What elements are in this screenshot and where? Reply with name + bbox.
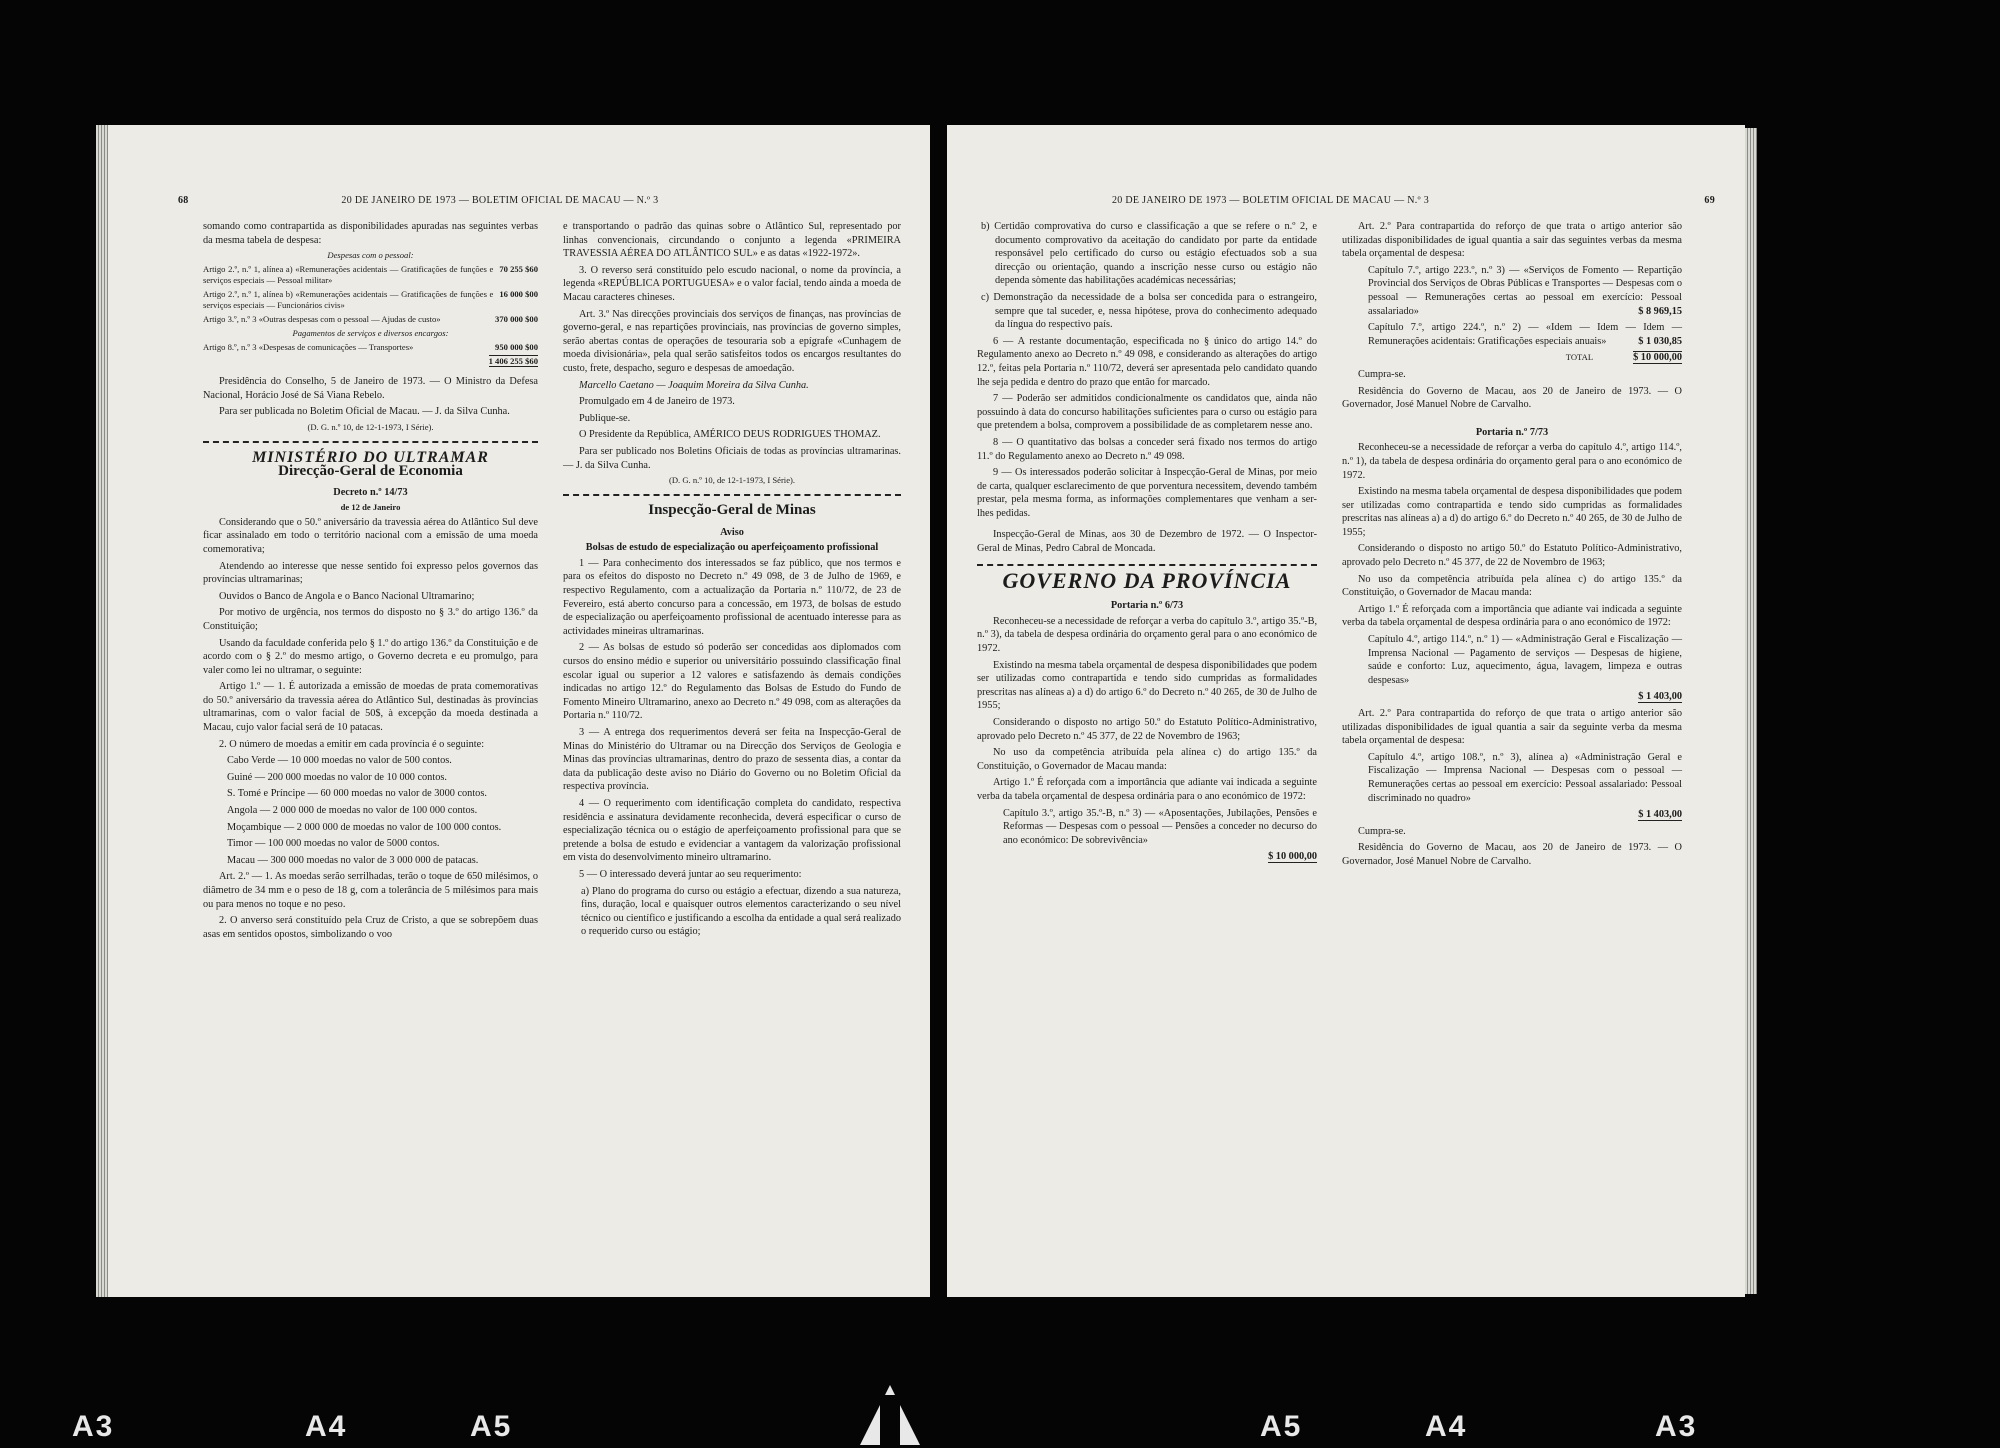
decree-date: de 12 de Janeiro bbox=[340, 501, 401, 512]
list-item: Cabo Verde — 10 000 moedas no valor de 500 contos. bbox=[227, 755, 452, 767]
film-mark-a3: A3 bbox=[72, 1410, 115, 1443]
decree-p1: Considerando que o 50.º aniversário da travessia aérea do Atlântico Sul deve ficar assinalado em todo o território nacional com a emissão de uma moeda comemorativa; bbox=[203, 516, 538, 555]
right-running-title: 20 DE JANEIRO DE 1973 — BOLETIM OFICIAL DE MACAU — N.º 3 bbox=[1112, 195, 1430, 206]
presidente-text: O Presidente da República, AMÉRICO DEUS RODRIGUES THOMAZ. bbox=[579, 429, 881, 441]
left-column-2 bbox=[563, 220, 901, 942]
portaria-6-item: Capítulo 3.º, artigo 35.º-B, n.º 3) — «Aposentações, Jubilações, Pensões e Reformas — Despesas com o pessoal — Pensões a conceder no decurso do ano económico: De sobrevivência» bbox=[1003, 807, 1317, 846]
film-strip-bar bbox=[0, 1395, 2000, 1448]
inspection-signature: Inspecção-Geral de Minas, aos 30 de Dezembro de 1972. — O Inspector-Geral de Minas, Pedro Cabral de Moncada. bbox=[977, 529, 1317, 555]
signers: Marcello Caetano — Joaquim Moreira da Silva Cunha. bbox=[579, 379, 809, 391]
expense-item-3: 370 000 $00 Artigo 3.º, n.º 3 «Outras despesas com o pessoal — Ajudas de custo» bbox=[203, 314, 538, 325]
coin-list bbox=[203, 754, 538, 867]
bolsas-title: Bolsas de estudo de especialização ou aperfeiçoamento profissional bbox=[585, 542, 879, 554]
left-running-title: 20 DE JANEIRO DE 1973 — BOLETIM OFICIAL DE MACAU — N.º 3 bbox=[341, 195, 659, 206]
ref-dg-2: (D. G. n.º 10, de 12-1-1973, I Série). bbox=[668, 475, 796, 486]
aviso-item-4: 4 — O requerimento com identificação completa do candidato, respectiva residência e assinatura devidamente reconhecida, deverá especificar o curso de especialização técnica ou o estágio de aperfeiçoamento profissional para que se pretende a bolsa de estudo e evidenciar a vantagem da valorização profissional em vista do desenvolvimento mineiro ultramarino. bbox=[563, 797, 901, 864]
decree-p2: Atendendo ao interesse que nesse sentido foi expresso pelos governos das províncias ultramarinas; bbox=[203, 560, 538, 586]
portaria-6-amount: $ 10 000,00 bbox=[1268, 851, 1317, 863]
cumpra-se-2: Cumpra-se. bbox=[1358, 825, 1406, 837]
right-page bbox=[947, 125, 1745, 1297]
left-column-1 bbox=[203, 220, 538, 944]
portaria-7-p4: No uso da competência atribuída pela alínea c) do artigo 135.º da Constituição, o Governador de Macau manda: bbox=[1342, 573, 1682, 599]
portaria-6-art2: Art. 2.º Para contrapartida do reforço de que trata o artigo anterior são utilizadas disponibilidades de igual quantia a sair das seguintes verbas da mesma tabela orçamental de despesa: bbox=[1342, 221, 1682, 260]
promulgado-text: Promulgado em 4 de Janeiro de 1973. bbox=[579, 396, 735, 408]
decree-p9: 2. O anverso será constituído pela Cruz de Cristo, a que se sobrepõem duas asas em sentidos opostos, simbolizando o voo bbox=[203, 915, 538, 940]
portaria-7-contra-amount: $ 1 403,00 bbox=[1638, 809, 1682, 821]
portaria-7-item: Capítulo 4.º, artigo 114.º, n.º 1) — «Administração Geral e Fiscalização — Imprensa Nacional — Pagamento de serviços — Despesas de higiene, saúde e conforto: Luz, aquecimento, água, lavagem, limpeza e outras despesas» bbox=[1368, 634, 1682, 686]
portaria-7-art2: Art. 2.º Para contrapartida do reforço de que trata o artigo anterior são utilizadas disponibilidades de igual quantia a sair da seguinte verba da mesma tabela orçamental de despesa: bbox=[1342, 708, 1682, 747]
expense-item-e2: Capítulo 7.º, artigo 224.º, n.º 2) — «Idem — Idem — Idem — Remunerações acidentais: Gratificações especiais anuais» $ 1 030,85 bbox=[1368, 322, 1682, 347]
portaria-7-amount: $ 1 403,00 bbox=[1638, 691, 1682, 703]
list-item: Angola — 2 000 000 de moedas no valor de 100 000 contos. bbox=[227, 805, 478, 817]
aviso-item-5: 5 — O interessado deverá juntar ao seu requerimento: bbox=[579, 868, 802, 880]
aviso-item-9: 9 — Os interessados poderão solicitar à Inspecção-Geral de Minas, por meio de carta, qualquer esclarecimento de que porventura necessitem, devendo também prestar, pela mesma forma, as informações complementares que venham a ser-lhes pedidas. bbox=[977, 467, 1317, 519]
left-page-number: 68 bbox=[178, 195, 189, 206]
decree-p6: Artigo 1.º — 1. É autorizada a emissão de moedas de prata comemorativas do 50.º aniversário da travessia aérea do Atlântico Sul, destinadas às províncias ultramarinas, com o valor facial de 50$, à excepção da moeda destinada a Macau, cujo valor facial será de 10 patacas. bbox=[203, 681, 538, 734]
inspection-title: Inspecção-Geral de Minas bbox=[648, 502, 816, 519]
left-page bbox=[108, 125, 930, 1297]
aviso-item-5b: b) Certidão comprovativa do curso e classificação a que se refere o n.º 2, e documento comprovativo da aceitação do candidato por parte da entidade responsável pelo certificado do curso ou estágio efectuados sob a sua direcção ou orientação, quando a inscrição nesse curso ou estágio não dependa sòmente das habilitações académicas necessárias; bbox=[981, 221, 1317, 287]
intro-text: somando como contrapartida as disponibilidades apuradas nas seguintes verbas da mesma tabela de despesa: bbox=[203, 221, 538, 246]
publicado-text: Para ser publicado nos Boletins Oficiais de todas as províncias ultramarinas. — J. da Silva Cunha. bbox=[563, 445, 901, 471]
decree-p7: 2. O número de moedas a emitir em cada província é o seguinte: bbox=[219, 738, 485, 750]
decree-p4: Por motivo de urgência, nos termos do disposto no § 3.º do artigo 136.º da Constituição; bbox=[203, 607, 538, 632]
right-column-1 bbox=[977, 220, 1317, 867]
aviso-item-2: 2 — As bolsas de estudo só poderão ser concedidas aos diplomados com cursos do ensino médio e superior ou universitário possuindo classificação final escolar igual ou superior a 12 valores e satisfazendo às demais condições indicadas no artigo 12.º do Regulamento das Bolsas de Estudo do Fundo de Fomento Mineiro Ultramarino, anexo ao Decreto n.º 49 098, com as alterações da Portaria n.º 110/72. bbox=[563, 642, 901, 722]
film-mark-a4: A4 bbox=[305, 1410, 348, 1443]
left-running-head bbox=[178, 195, 900, 206]
publique-text: Publique-se. bbox=[579, 412, 631, 424]
decree-p3: Ouvidos o Banco de Angola e o Banco Nacional Ultramarino; bbox=[219, 590, 475, 602]
aviso-item-1: 1 — Para conhecimento dos interessados se faz público, que nos termos e para os efeitos do disposto no Decreto n.º 49 098, de 3 de Julho de 1969, e respectivo Regulamento, com a actualização da Portaria n.º 110/72, de 23 de Fevereiro, está aberto concurso para a concessão, em 1973, de bolsas de estudo de especialização ou aperfeiçoamento profissional de acentuado interesse para as actividades mineiras ultramarinas. bbox=[563, 557, 901, 637]
portaria-7-p1: Reconheceu-se a necessidade de reforçar a verba do capítulo 4.º, artigo 114.º, n.º 1), da tabela de despesa ordinária do orçamento geral para o ano económico de 1972. bbox=[1342, 442, 1682, 481]
decree-p10: e transportando o padrão das quinas sobre o Atlântico Sul, representado por linhas convencionais, circundando o conjunto a legenda «PRIMEIRA TRAVESSIA AÉREA DO ATLÂNTICO SUL» e as datas «1922-1972». bbox=[563, 221, 901, 260]
aviso-item-5c: c) Demonstração da necessidade de a bolsa ser concedida para o estrangeiro, sempre que tal suceder, e, nessa hipótese, prova do conhecimento adequado da língua do respectivo país. bbox=[981, 291, 1317, 331]
portaria-7-title: Portaria n.º 7/73 bbox=[1475, 426, 1549, 438]
film-mark-a5: A5 bbox=[1260, 1410, 1303, 1443]
portaria-7-p3: Considerando o disposto no artigo 50.º do Estatuto Político-Administrativo, aprovado pelo Decreto n.º 45 377, de 22 de Novembro de 1963; bbox=[1342, 543, 1682, 569]
ref-dg-1: (D. G. n.º 10, de 12-1-1973, I Série). bbox=[307, 421, 434, 432]
film-mark-a5: A5 bbox=[470, 1410, 513, 1443]
film-notch-gap bbox=[880, 1395, 900, 1448]
portaria-6-p5: Artigo 1.º É reforçada com a importância que adiante vai indicada a seguinte verba da tabela orçamental de despesa ordinária para o ano económico de 1972: bbox=[977, 777, 1317, 802]
ministry-title: MINISTÉRIO DO ULTRAMAR bbox=[252, 448, 489, 466]
group2-title: Pagamentos de serviços e diversos encargos: bbox=[292, 328, 449, 339]
portaria-6-total: TOTAL $ 10 000,00 bbox=[1565, 352, 1682, 364]
expense-item-4: 950 000 $00 Artigo 8.º, n.º 3 «Despesas de comunicações — Transportes» bbox=[203, 342, 538, 353]
decree-p5: Usando da faculdade conferida pelo § 1.º do artigo 136.º da Constituição e de acordo com o § 2.º do mesmo artigo, o Governo decreta e eu promulgo, para valer como lei no ultramar, o seguinte: bbox=[203, 637, 538, 676]
aviso-item-8: 8 — O quantitativo das bolsas a conceder será fixado nos termos do artigo 11.º do Regulamento anexo ao Decreto n.º 49 098. bbox=[977, 436, 1317, 462]
expense-item-1: 70 255 $60 Artigo 2.º, n.º 1, alínea a) «Remunerações acidentais — Gratificações de funções e serviços especiais — Pessoal militar» bbox=[203, 264, 538, 286]
aviso-item-5a: a) Plano do programa do curso ou estágio a efectuar, dizendo a sua natureza, fins, duração, local e quaisquer outros elementos caracterizando o seu nível técnico ou científico e justificando a escolha da entidade a qual será realizado o requerido curso ou estágio; bbox=[581, 885, 901, 938]
cumpra-se-1: Cumpra-se. bbox=[1358, 368, 1406, 380]
list-item: Macau — 300 000 moedas no valor de 3 000 000 de patacas. bbox=[227, 854, 479, 866]
right-page-stack-edge bbox=[1745, 128, 1757, 1294]
list-item: S. Tomé e Príncipe — 60 000 moedas no valor de 3000 contos. bbox=[227, 788, 487, 800]
aviso-item-7: 7 — Poderão ser admitidos condicionalmente os candidatos que, ainda não possuindo à data do concurso habilitações suficientes para o curso ou estágio para que pretendem a bolsa, comprovem a possibilidade de as completarem nesse ano. bbox=[977, 393, 1317, 432]
portaria-7-contra-item: Capítulo 4.º, artigo 108.º, n.º 3), alínea a) «Administração Geral e Fiscalização — Imprensa Nacional — Despesas com o pessoal — Remunerações certas ao pessoal em exercício: Pessoal assalariado: Pessoal discriminado no quadro» bbox=[1368, 751, 1682, 804]
residencia-2: Residência do Governo de Macau, aos 20 de Janeiro de 1973. — O Governador, José Manuel Nobre de Carvalho. bbox=[1342, 842, 1682, 867]
list-item: Guiné — 200 000 moedas no valor de 10 000 contos. bbox=[227, 771, 447, 783]
decree-p11: 3. O reverso será constituído pelo escudo nacional, o nome da província, a legenda «REPÚBLICA PORTUGUESA» e o valor facial, tendo ainda a moeda de Macau caracteres chineses. bbox=[563, 264, 901, 303]
section-divider bbox=[977, 564, 1317, 566]
portaria-6-p3: Considerando o disposto no artigo 50.º do Estatuto Político-Administrativo, aprovado pelo Decreto n.º 45 377, de 22 de Novembro de 1963; bbox=[977, 717, 1317, 742]
portaria-6-p4: No uso da competência atribuída pela alínea c) do artigo 135.º da Constituição, o Governador de Macau manda: bbox=[977, 747, 1317, 772]
portaria-6-p2: Existindo na mesma tabela orçamental de despesa disponibilidades que podem ser utilizadas como contrapartida e tendo sido cumpridas as formalidades prescritas nas alíneas a) a d) do artigo 6.º do Decreto n.º 40 265, de 30 de Julho de 1955; bbox=[977, 659, 1317, 712]
direction-title: Direcção-Geral de Economia bbox=[278, 462, 463, 479]
section-divider bbox=[563, 494, 901, 496]
portaria-6-title: Portaria n.º 6/73 bbox=[1110, 600, 1184, 612]
expense-item-e1: Capítulo 7.º, artigo 223.º, n.º 3) — «Serviços de Fomento — Repartição Provincial dos Serviços de Obras Públicas e Transportes — Despesas com o pessoal — Remunerações certas ao pessoal em exercício: Pessoal assalariado» $ 8 969,15 bbox=[1368, 264, 1682, 317]
portaria-6-p1: Reconheceu-se a necessidade de reforçar a verba do capítulo 3.º, artigo 35.º-B, n.º 3), da tabela de despesa ordinária do orçamento geral para o ano económico de 1972. bbox=[977, 615, 1318, 655]
expense-item-2: 16 000 $00 Artigo 2.º, n.º 1, alínea b) «Remunerações acidentais — Gratificações de funções e serviços especiais — Funcionários civis» bbox=[203, 289, 538, 311]
right-running-head bbox=[1112, 195, 1715, 206]
portaria-7-p2: Existindo na mesma tabela orçamental de despesa disponibilidades que podem ser utilizadas como contrapartida e tendo sido cumpridas as formalidades prescritas nas alíneas a) a d) do artigo 6.º do Decreto n.º 40 265, de 30 de Julho de 1955; bbox=[1342, 486, 1682, 538]
residencia-1: Residência do Governo de Macau, aos 20 de Janeiro de 1973. — O Governador, José Manuel Nobre de Carvalho. bbox=[1342, 385, 1682, 411]
aviso-title: Aviso bbox=[720, 526, 744, 538]
section-divider bbox=[203, 441, 538, 443]
publicada-text: Para ser publicada no Boletim Oficial de Macau. — J. da Silva Cunha. bbox=[219, 406, 510, 418]
decree-p8: Art. 2.º — 1. As moedas serão serrilhadas, terão o toque de 650 milésimos, o diâmetro de 34 mm e o peso de 18 g, com a tolerância de 5 milésimos para mais ou para menos no toque e no peso. bbox=[203, 871, 538, 910]
list-item: Moçambique — 2 000 000 de moedas no valor de 100 000 contos. bbox=[227, 821, 502, 833]
decree-p12: Art. 3.º Nas direcções provinciais dos serviços de finanças, nas províncias de governo-geral, e nas repartições provinciais, nas províncias de governo simples, serão abertas contas de operações de tesouraria sob a epígrafe «Cunhagem de moeda divisionária», pela qual serão satisfeitos todos os encargos resultantes do custo, frete, despacho, seguro e despesas de amoedação. bbox=[563, 308, 901, 374]
portaria-7-p5: Artigo 1.º É reforçada com a importância que adiante vai indicada a seguinte verba da tabela orçamental de despesa ordinária para o ano económico de 1972: bbox=[1342, 603, 1682, 629]
film-mark-a3: A3 bbox=[1655, 1410, 1698, 1443]
aviso-item-6: 6 — A restante documentação, especificada no § único do artigo 14.º do Regulamento anexo ao Decreto n.º 49 098, e considerando as alterações do artigo 12.º, feitas pela Portaria n.º 110/72, deverá ser apresentada pelo candidato quando lhe seja pedida e dentro do prazo que então for marcado. bbox=[977, 335, 1317, 388]
government-title: GOVERNO DA PROVÍNCIA bbox=[1002, 567, 1292, 593]
expense-total: 1 406 255 $60 bbox=[488, 356, 538, 367]
list-item: Timor — 100 000 moedas no valor de 5000 contos. bbox=[227, 838, 440, 850]
right-column-2 bbox=[1342, 220, 1682, 872]
group1-title: Despesas com o pessoal: bbox=[327, 250, 414, 261]
decree-title: Decreto n.º 14/73 bbox=[333, 487, 408, 499]
film-mark-a4: A4 bbox=[1425, 1410, 1468, 1443]
presidencia-text: Presidência do Conselho, 5 de Janeiro de 1973. — O Ministro da Defesa Nacional, Horácio José de Sá Viana Rebelo. bbox=[203, 376, 538, 401]
left-page-stack-edge bbox=[96, 125, 108, 1297]
aviso-item-3: 3 — A entrega dos requerimentos deverá ser feita na Inspecção-Geral de Minas do Ministério do Ultramar ou na Direcção dos Serviços de Geologia e Minas das províncias ultramarinas, dentro do prazo de sessenta dias, a contar da data da publicação deste aviso no Diário do Governo ou no Boletim Oficial da respectiva província. bbox=[563, 727, 901, 793]
right-page-number: 69 bbox=[1704, 195, 1715, 206]
